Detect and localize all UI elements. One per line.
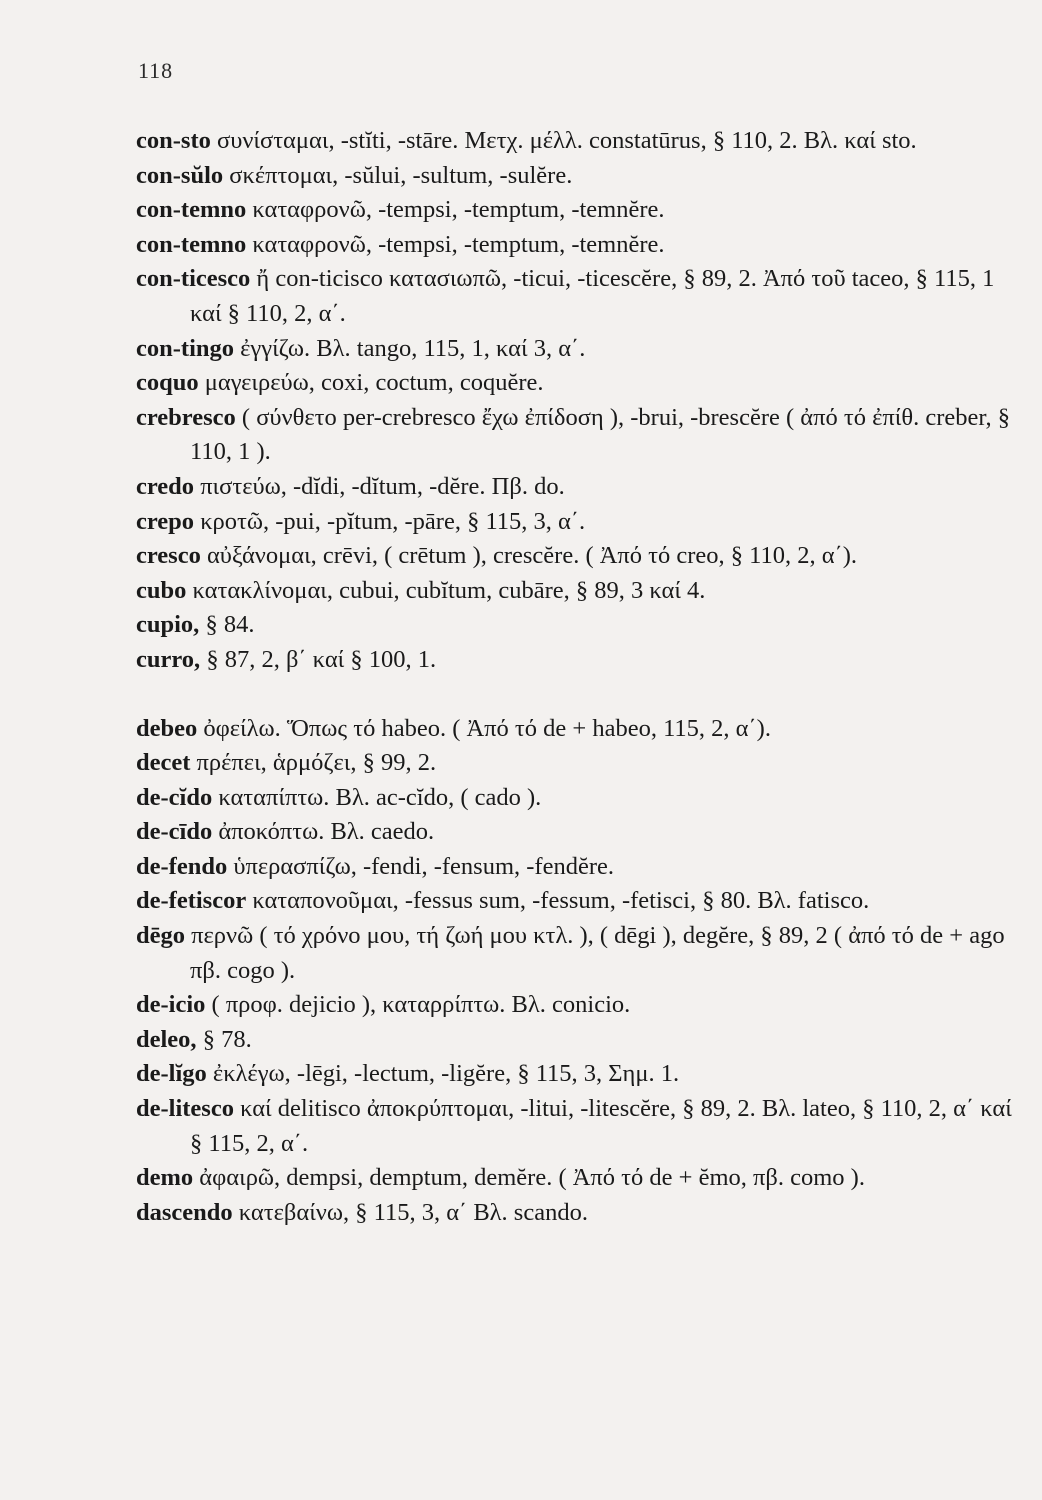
entry-headword: decet [136, 749, 191, 777]
entry-definition: μαγειρεύω, coxi, coctum, coquĕre. [204, 369, 544, 397]
dictionary-entry [136, 470, 1016, 505]
entry-headword: cresco [136, 542, 201, 570]
entry-definition: καταπονοῦμαι, -fessus sum, -fessum, -fetisci, § 80. Βλ. fatisco. [252, 887, 870, 915]
dictionary-entry [136, 124, 1016, 159]
dictionary-entry [136, 1023, 1016, 1058]
dictionary-entry [136, 366, 1016, 401]
dictionary-entry [136, 262, 1016, 331]
entry-headword: de-fendo [136, 852, 228, 880]
entry-definition: § 78. [202, 1025, 252, 1053]
dictionary-entry [136, 746, 1016, 781]
dictionary-entry [136, 505, 1016, 540]
entry-definition: ὀφείλω. Ὅπως τό habeo. ( Ἀπό τό de + habeo, 115, 2, α΄). [203, 714, 771, 742]
dictionary-entry [136, 539, 1016, 574]
dictionary-entry [136, 193, 1016, 228]
dictionary-entry [136, 781, 1016, 816]
entry-definition: κατεβαίνω, § 115, 3, α΄ Βλ. scando. [238, 1198, 588, 1226]
entry-headword: cupio, [136, 611, 200, 639]
entry-definition: καταπίπτω. Βλ. ac-cĭdo, ( cado ). [218, 783, 542, 811]
entry-definition: ἐκλέγω, -lēgi, -lectum, -ligĕre, § 115, 3, Σημ. 1. [212, 1060, 680, 1088]
entry-definition: πρέπει, ἁρμόζει, § 99, 2. [196, 749, 437, 777]
entry-definition: ἀφαιρῶ, dempsi, demptum, demĕre. ( Ἀπό τό de + ĕmo, πβ. como ). [199, 1164, 865, 1192]
entry-headword: de-lĭgo [136, 1060, 207, 1088]
dictionary-entry [136, 574, 1016, 609]
dictionary-entry [136, 884, 1016, 919]
entry-headword: con-tingo [136, 334, 234, 362]
dictionary-entry [136, 228, 1016, 263]
entry-definition: ἐγγίζω. Βλ. tango, 115, 1, καί 3, α΄. [240, 334, 586, 362]
dictionary-entry [136, 159, 1016, 194]
entry-definition: αὐξάνομαι, crēvi, ( crētum ), crescĕre. ( Ἀπό τό creo, § 110, 2, α΄). [206, 542, 858, 570]
entry-headword: credo [136, 472, 195, 500]
entry-definition: συνίσταμαι, -stĭti, -stāre. Μετχ. μέλλ. constatūrus, § 110, 2. Βλ. καί sto. [216, 127, 917, 154]
dictionary-entries [136, 124, 1016, 1230]
entry-headword: de-litesco [136, 1095, 234, 1123]
dictionary-entry [136, 850, 1016, 885]
dictionary-entry [136, 332, 1016, 367]
entry-definition: πιστεύω, -dĭdi, -dĭtum, -dĕre. Πβ. do. [200, 472, 565, 500]
entry-headword: de-cĭdo [136, 783, 213, 811]
dictionary-entry [136, 988, 1016, 1023]
entry-headword: crepo [136, 507, 195, 535]
entry-definition: ( προφ. dejicio ), καταρρίπτω. Βλ. conicio. [211, 991, 631, 1019]
entry-definition: § 87, 2, β΄ καί § 100, 1. [206, 645, 437, 673]
entry-headword: cubo [136, 576, 187, 604]
dictionary-entry [136, 815, 1016, 850]
dictionary-entry [136, 643, 1016, 678]
entry-headword: crebresco [136, 403, 236, 431]
entry-definition: § 84. [205, 611, 255, 639]
dictionary-entry [136, 919, 1016, 988]
dictionary-entry [136, 401, 1016, 470]
entry-headword: curro, [136, 645, 201, 673]
entry-headword: con-temno [136, 196, 247, 224]
entry-headword: de-fetiscor [136, 887, 247, 915]
entry-headword: coquo [136, 369, 199, 397]
entry-definition: καί delitisco ἀποκρύπτομαι, -litui, -litescĕre, § 89, 2. Βλ. lateo, § 110, 2, α΄ καί § 115, 2, α΄. [190, 1095, 1012, 1157]
entry-definition: σκέπτομαι, -sŭlui, -sultum, -sulĕre. [229, 161, 573, 189]
entry-definition: κατακλίνομαι, cubui, cubĭtum, cubāre, § 89, 3 καί 4. [192, 576, 706, 604]
dictionary-entry [136, 1161, 1016, 1196]
entry-headword: con-sto [136, 127, 211, 154]
entry-headword: debeo [136, 714, 198, 742]
entry-headword: dascendo [136, 1198, 233, 1226]
dictionary-entry [136, 1092, 1016, 1161]
entry-headword: con-temno [136, 230, 247, 258]
entry-definition: κροτῶ, -pui, -pĭtum, -pāre, § 115, 3, α΄. [200, 507, 586, 535]
page-number: 118 [138, 58, 174, 83]
entry-definition: ὑπερασπίζω, -fendi, -fensum, -fendĕre. [233, 852, 614, 880]
entry-headword: de-icio [136, 991, 206, 1019]
entry-definition: καταφρονῶ, -tempsi, -temptum, -temnĕre. [252, 196, 665, 224]
entry-headword: de-cīdo [136, 818, 213, 846]
entry-headword: con-sŭlo [136, 161, 224, 189]
dictionary-entry [136, 1196, 1016, 1231]
dictionary-entry [136, 608, 1016, 643]
entry-definition: ἀποκόπτω. Βλ. caedo. [218, 818, 435, 846]
entry-definition: ( σύνθετο per-crebresco ἔχω ἐπίδοση ), -brui, -brescĕre ( ἀπό τό ἐπίθ. creber, § 110, 1 ). [190, 403, 1011, 466]
entry-headword: demo [136, 1164, 194, 1192]
entry-definition: περνῶ ( τό χρόνο μου, τή ζωή μου κτλ. ), ( dēgi ), degĕre, § 89, 2 ( ἀπό τό de + ago πβ. cogo ). [190, 922, 1005, 984]
entry-headword: con-ticesco [136, 265, 251, 293]
entry-definition: καταφρονῶ, -tempsi, -temptum, -temnĕre. [252, 230, 665, 258]
dictionary-entry [136, 1057, 1016, 1092]
entry-headword: dēgo [136, 922, 185, 950]
entry-definition: ἤ con-ticisco κατασιωπῶ, -ticui, -ticescĕre, § 89, 2. Ἀπό τοῦ taceo, § 115, 1 καί § 110, 2, α΄. [190, 265, 995, 327]
dictionary-entry [136, 712, 1016, 747]
entry-headword: deleo, [136, 1025, 197, 1053]
